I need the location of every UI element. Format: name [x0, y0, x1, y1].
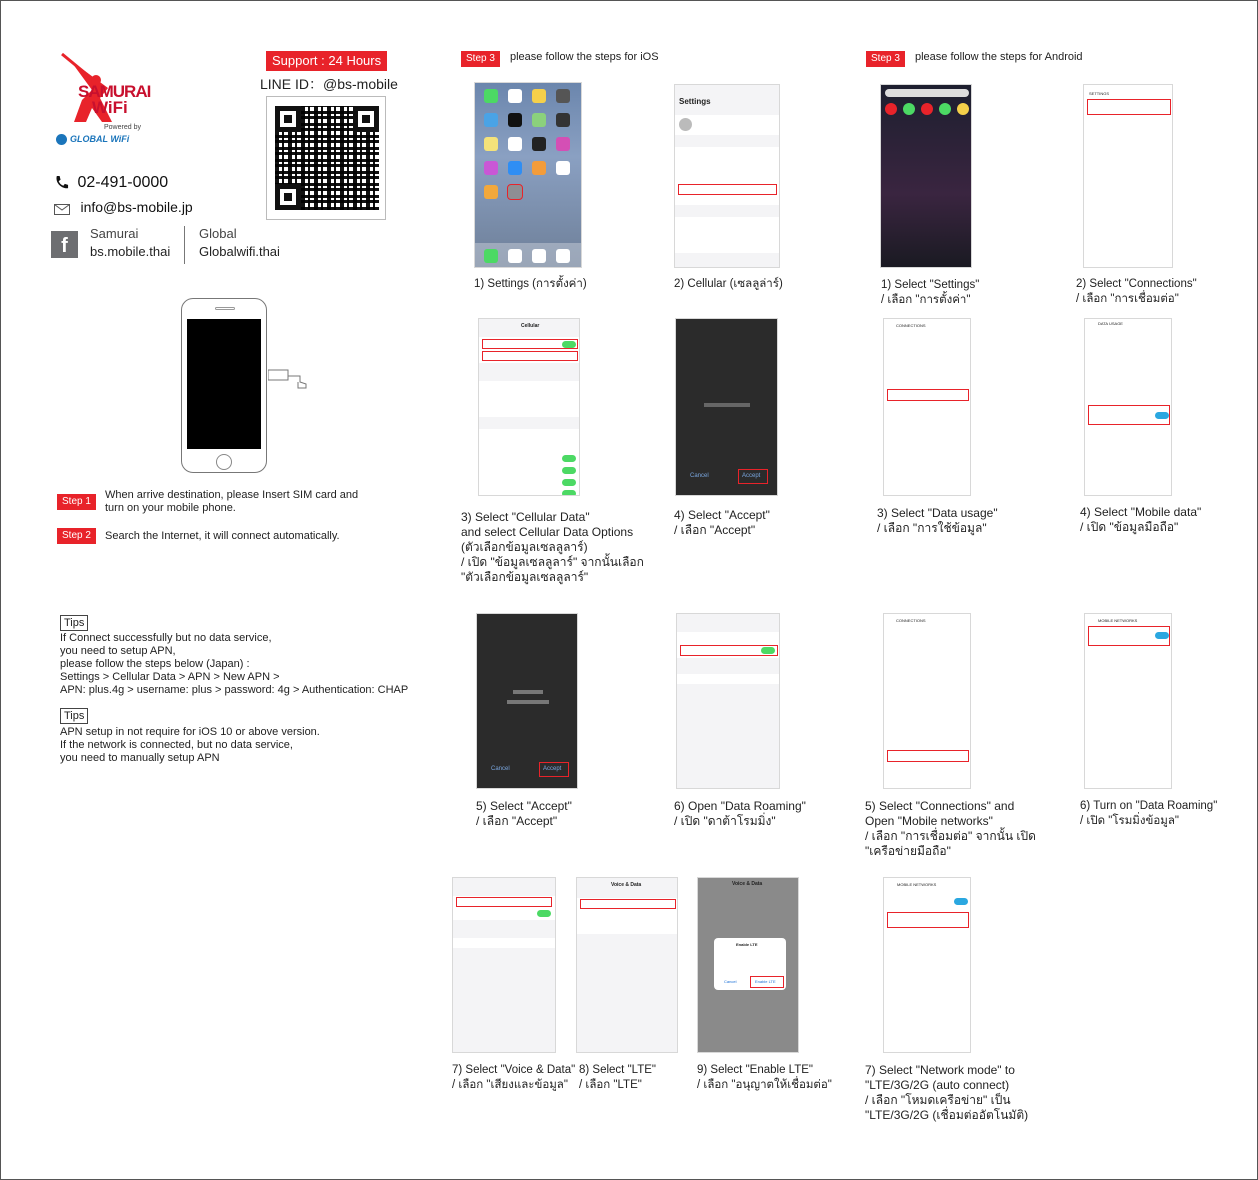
android-search-bar [885, 89, 969, 97]
app-notes-icon [484, 137, 498, 151]
app-videos-icon [556, 113, 570, 127]
ios-cancel-button[interactable]: Cancel [690, 473, 709, 479]
android-caption-1: 1) Select "Settings" / เลือก "การตั้งค่า" [881, 279, 980, 306]
app-camera-icon [556, 89, 570, 103]
samurai-wifi-logo [52, 50, 162, 150]
ios-cancel-button[interactable]: Cancel [491, 766, 510, 772]
step1-tag: Step 1 [57, 494, 96, 510]
android-screen-connections-1 [883, 318, 971, 496]
ios-caption-4: 4) Select "Accept" / เลือก "Accept" [674, 508, 770, 537]
android-screen-mobile-networks-2 [883, 877, 971, 1053]
android-mobile-networks-header: MOBILE NETWORKS [897, 882, 937, 887]
fb-global-page[interactable]: Globalwifi.thai [199, 244, 280, 259]
data-roaming-toggle[interactable] [537, 910, 551, 917]
android-caption-5: 5) Select "Connections" and Open "Mobile networks" / เลือก "การเชื่อมต่อ" จากนั้น เปิด "เครือข่ายมือถือ" [865, 799, 1036, 858]
android-screen-home [880, 84, 972, 268]
fb-divider [184, 226, 185, 264]
ios-voice-data-title: Voice & Data [732, 881, 763, 887]
android-caption-6: 6) Turn on "Data Roaming" / เปิด "โรมมิ่งข้อมูล" [1080, 800, 1218, 827]
global-wifi-logo [56, 134, 129, 145]
app-home-icon [484, 185, 498, 199]
app-weather-icon [484, 113, 498, 127]
android-caption-4: 4) Select "Mobile data" / เปิด "ข้อมูลมือถือ" [1080, 505, 1202, 534]
fb-samurai-page[interactable]: bs.mobile.thai [90, 244, 171, 259]
app-gallery-icon [957, 103, 969, 115]
android-screen-settings [1083, 84, 1173, 268]
ios-screen-home [474, 82, 582, 268]
enable-lte-dialog-title: Enable LTE [736, 942, 758, 947]
app-toggle[interactable] [562, 490, 576, 496]
app-camera-icon [921, 103, 933, 115]
support-badge: Support : 24 Hours [266, 51, 387, 71]
avatar [679, 118, 692, 131]
ios-accept-button[interactable]: Accept [543, 766, 562, 772]
app-stocks-icon [532, 137, 546, 151]
dock-safari-icon [532, 249, 546, 263]
ios-screen-accept-2 [476, 613, 578, 789]
ios-screen-voice-data [452, 877, 556, 1053]
data-roaming-toggle[interactable] [954, 898, 968, 905]
facebook-icon: f [51, 231, 78, 258]
app-messages-icon [484, 89, 498, 103]
ios-alert-text [704, 403, 750, 407]
phone-icon [54, 175, 69, 190]
android-mobile-networks-header: MOBILE NETWORKS [1098, 618, 1138, 623]
ios-voice-data-title: Voice & Data [611, 882, 642, 888]
line-id: LINE ID：@bs-mobile [260, 76, 398, 92]
fb-global-label: Global [199, 226, 237, 241]
network-mode-highlight[interactable] [887, 912, 969, 928]
ios-accept-button[interactable]: Accept [742, 473, 761, 479]
phone-number[interactable]: 02-491-0000 [77, 174, 169, 191]
android-data-usage-header: DATA USAGE [1098, 321, 1123, 326]
phone-speaker [215, 307, 235, 310]
phone-illustration [181, 298, 267, 473]
step2-text: Search the Internet, it will connect automatically. [105, 530, 340, 542]
ios-settings-list [675, 147, 780, 205]
qr-code-frame [266, 96, 386, 220]
step1-text: When arrive destination, please Insert SIM card and turn on your mobile phone. [105, 489, 359, 514]
dock-mail-icon [508, 249, 522, 263]
ios-settings-title: Settings [679, 97, 711, 106]
tips2-text: APN setup in not require for iOS 10 or above version. If the network is connected, but no data service, you need to manually setup APN [60, 726, 320, 764]
dock-phone-icon [484, 249, 498, 263]
android-connections-header: CONNECTIONS [896, 618, 926, 623]
ios-voice-list-2 [453, 938, 556, 948]
app-store-icon [508, 161, 522, 175]
data-roaming-toggle[interactable] [1155, 632, 1169, 639]
lte-highlight[interactable] [580, 899, 676, 909]
home-button-icon [216, 454, 232, 470]
tips1-text: If Connect successfully but no data service, you need to setup APN, please follow the steps below (Japan) : Settings > Cellular Data > APN > New APN > APN: plus.4g > username: plus > password: 4g > Authentication: CHAP [60, 632, 409, 696]
ios-screen-roaming [676, 613, 780, 789]
ios-caption-3: 3) Select "Cellular Data" and select Cellular Data Options (ตัวเลือกข้อมูลเซลลูลาร์) / เปิด "ข้อมูลเซลลูลาร์" จากนั้นเลือก "ตัวเลือกข้อมูลเซลลูลาร์" [461, 510, 644, 584]
app-toggle[interactable] [562, 455, 576, 462]
ios-screen-accept-1 [675, 318, 778, 496]
settings-gear-icon[interactable] [885, 103, 897, 115]
data-usage-highlight[interactable] [887, 389, 969, 401]
dock-music-icon [556, 249, 570, 263]
enable-lte-button[interactable]: Enable LTE [755, 979, 776, 984]
globe-icon [56, 134, 67, 145]
mobile-networks-highlight[interactable] [887, 750, 969, 762]
enable-lte-dialog [714, 938, 786, 990]
step3-ios-title: please follow the steps for iOS [510, 51, 659, 63]
logo-wifi-text: WiFi [92, 98, 128, 117]
mobile-data-toggle[interactable] [1155, 412, 1169, 419]
ios-alert-text [507, 700, 549, 704]
ios-settings-list-2 [675, 217, 780, 253]
cellular-highlight[interactable] [678, 184, 777, 195]
app-reminders-icon [508, 137, 522, 151]
powered-by-text: Powered by [104, 124, 141, 131]
app-calendar-icon [508, 89, 522, 103]
ios-caption-7: 7) Select "Voice & Data" / เลือก "เสียงและข้อมูล" [452, 1064, 576, 1091]
app-itunes-icon [556, 137, 570, 151]
ios-caption-9: 9) Select "Enable LTE" / เลือก "อนุญาตให้เชื่อมต่อ" [697, 1064, 832, 1091]
voice-data-highlight[interactable] [456, 897, 552, 907]
ios-caption-2: 2) Cellular (เซลลูล่าร์) [674, 278, 783, 290]
tips2-label: Tips [60, 708, 88, 724]
fb-samurai-label: Samurai [90, 226, 139, 241]
ios-screen-enable-lte [697, 877, 799, 1053]
data-roaming-toggle[interactable] [761, 647, 775, 654]
android-connections-header: CONNECTIONS [896, 323, 926, 328]
android-settings-header: SETTINGS [1089, 91, 1110, 96]
ios-screen-settings [674, 84, 780, 268]
connections-highlight[interactable] [1087, 99, 1171, 115]
app-photos-icon [532, 89, 546, 103]
settings-gear-icon[interactable] [508, 185, 522, 199]
tips1-label: Tips [60, 615, 88, 631]
ios-caption-1: 1) Settings (การตั้งค่า) [474, 278, 587, 290]
app-clock-icon [508, 113, 522, 127]
android-screen-mobile-networks-1 [1084, 613, 1172, 789]
app-maps-icon [532, 113, 546, 127]
cellular-options-highlight[interactable] [482, 351, 578, 361]
step3-android-tag: Step 3 [866, 51, 905, 67]
ios-screen-lte [576, 877, 678, 1053]
ios-alert-text [513, 690, 543, 694]
app-itunes-store-icon [484, 161, 498, 175]
app-pay-icon [939, 103, 951, 115]
ios-caption-5: 5) Select "Accept" / เลือก "Accept" [476, 799, 572, 828]
cellular-list-2 [479, 381, 580, 417]
app-toggle[interactable] [562, 479, 576, 486]
step3-ios-tag: Step 3 [461, 51, 500, 67]
cellular-data-toggle[interactable] [562, 341, 576, 348]
mail-icon [54, 202, 70, 213]
step2-tag: Step 2 [57, 528, 96, 544]
app-health-icon [556, 161, 570, 175]
android-caption-3: 3) Select "Data usage" / เลือก "การใช้ข้อมูล" [877, 506, 998, 535]
qr-code [275, 106, 379, 210]
qr-eye-icon [353, 106, 379, 132]
ios-screen-cellular [478, 318, 580, 496]
email-row [54, 199, 193, 217]
android-screen-connections-2 [883, 613, 971, 789]
email-address[interactable]: info@bs-mobile.jp [80, 199, 193, 215]
phone-row [54, 174, 168, 192]
ios-roaming-list-2 [677, 674, 780, 684]
sim-tray-icon [268, 368, 308, 390]
app-toggle[interactable] [562, 467, 576, 474]
enable-lte-cancel[interactable]: Cancel [724, 979, 737, 984]
app-phone-icon [903, 103, 915, 115]
ios-caption-6: 6) Open "Data Roaming" / เปิด "ดาต้าโรมมิ่ง" [674, 799, 806, 828]
app-books-icon [532, 161, 546, 175]
phone-screen [187, 319, 261, 449]
android-caption-2: 2) Select "Connections" / เลือก "การเชื่อมต่อ" [1076, 278, 1197, 305]
android-caption-7: 7) Select "Network mode" to "LTE/3G/2G (auto connect) / เลือก "โหมดเครือข่าย" เป็น "LTE/3G/2G (เชื่อมต่ออัตโนมัติ) [865, 1063, 1029, 1122]
global-wifi-text: GLOBAL WiFi [70, 134, 130, 144]
qr-eye-icon [275, 106, 301, 132]
step3-android-title: please follow the steps for Android [915, 51, 1083, 63]
qr-eye-icon [275, 184, 301, 210]
logo-samurai-text: SAMURAI [78, 82, 151, 101]
ios-cellular-title: Cellular [521, 323, 540, 329]
ios-caption-8: 8) Select "LTE" / เลือก "LTE" [579, 1064, 656, 1091]
android-screen-data-usage [1084, 318, 1172, 496]
